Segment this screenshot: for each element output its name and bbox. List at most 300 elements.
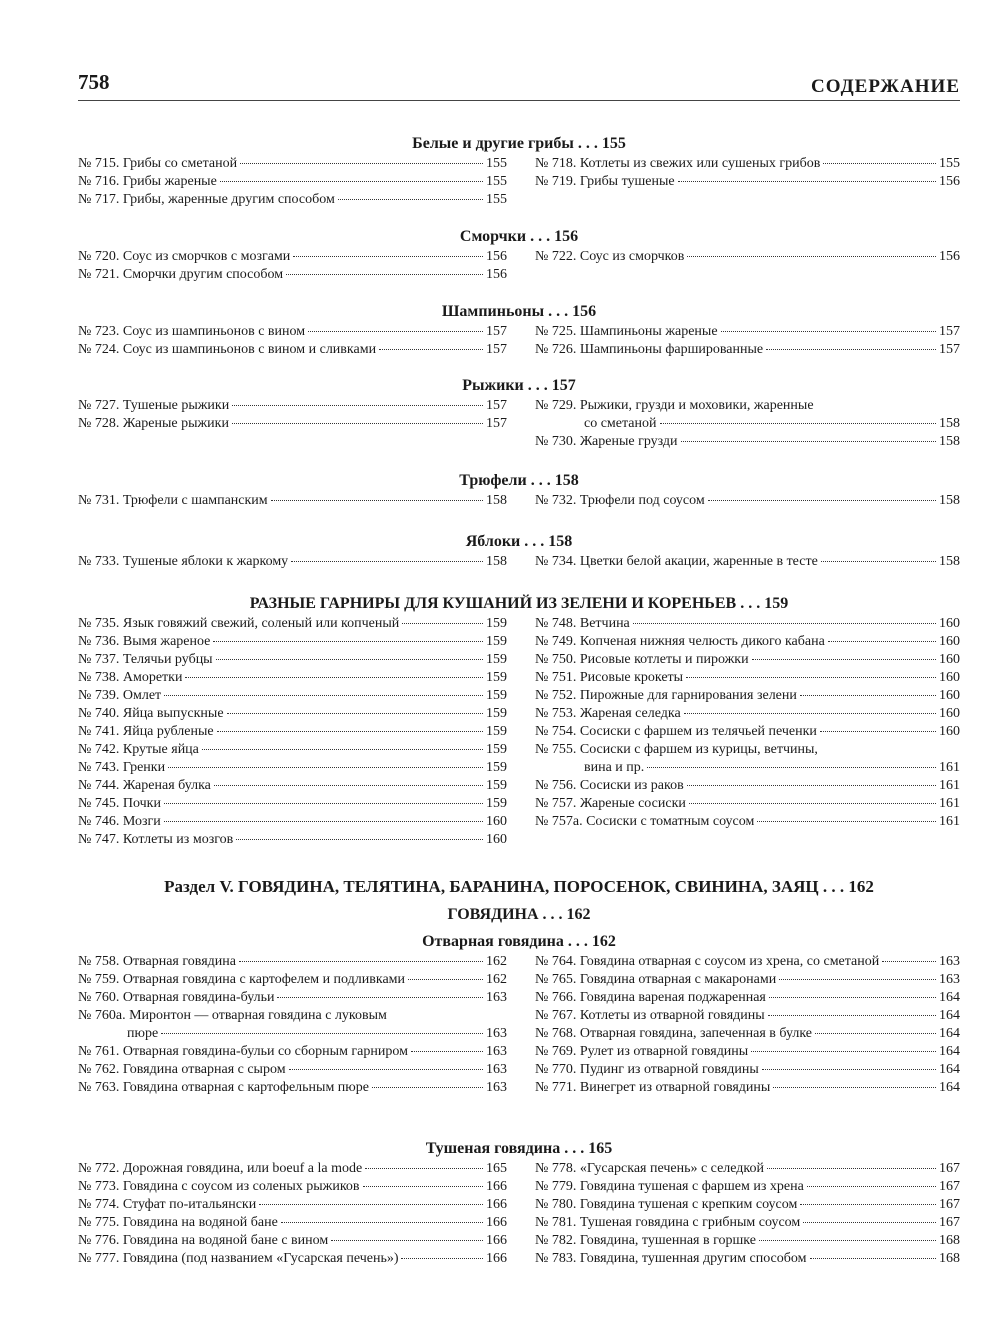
- toc-entry: [535, 553, 960, 571]
- entry-number: № 735.: [78, 616, 123, 631]
- entry-page: 160: [939, 634, 960, 649]
- entry-title: Сосиски с фаршем из телячьей печенки: [579, 724, 817, 739]
- left-column: [78, 553, 507, 571]
- entry-page: 167: [939, 1197, 960, 1212]
- entry-title: Говядина на водяной бане с вином: [122, 1233, 329, 1248]
- toc-entry: [535, 705, 960, 723]
- entry-number: № 764.: [535, 954, 580, 969]
- entry-page: 155: [939, 156, 960, 171]
- toc-entry: [535, 1196, 960, 1214]
- dot-leader: [767, 1168, 936, 1169]
- entry-page: 159: [486, 778, 507, 793]
- entry-number: № 746.: [78, 814, 123, 829]
- entry-number: № 724.: [78, 342, 123, 357]
- entry-page: 156: [939, 249, 960, 264]
- dot-leader: [277, 997, 483, 998]
- entry-page: 161: [939, 778, 960, 793]
- toc-entry: [535, 1232, 960, 1250]
- toc-entry: [535, 1160, 960, 1178]
- entry-page: 157: [939, 324, 960, 339]
- dot-leader: [660, 423, 937, 424]
- toc-entry: [535, 492, 960, 510]
- entry-number: № 777.: [78, 1251, 123, 1266]
- part-heading: Раздел V. ГОВЯДИНА, ТЕЛЯТИНА, БАРАНИНА, ПОРОСЕНОК, СВИНИНА, ЗАЯЦ . . . 162: [164, 877, 874, 896]
- entry-page: 159: [486, 652, 507, 667]
- dot-leader: [708, 500, 936, 501]
- left-column: [78, 155, 507, 209]
- dot-leader: [232, 423, 483, 424]
- entry-title: Тушеные рыжики: [122, 398, 230, 413]
- toc-entry: [78, 723, 507, 741]
- dot-leader: [752, 659, 936, 660]
- entry-title: Почки: [122, 796, 161, 811]
- entry-title: Отварная говядина, запеченная в булке: [579, 1026, 813, 1041]
- subsection-heading: ГОВЯДИНА . . . 162: [447, 906, 591, 923]
- entry-page: 159: [486, 796, 507, 811]
- toc-entry: [78, 705, 507, 723]
- entry-number: № 779.: [535, 1179, 580, 1194]
- entry-number: № 767.: [535, 1008, 580, 1023]
- entry-number: № 723.: [78, 324, 123, 339]
- toc-entry: [535, 615, 960, 633]
- entry-title: Миронтон — отварная говядина с луковым: [129, 1008, 387, 1023]
- entry-title: Жареная булка: [122, 778, 211, 793]
- entry-page: 162: [486, 954, 507, 969]
- section-heading: Отварная говядина . . . 162: [422, 933, 616, 950]
- section-heading: Белые и другие грибы . . . 155: [412, 135, 626, 152]
- entry-number: № 780.: [535, 1197, 580, 1212]
- toc-entry: [78, 1007, 507, 1025]
- entry-title: Жареные рыжики: [122, 416, 229, 431]
- toc-entry: [78, 1196, 507, 1214]
- entry-title: Шампиньоны фаршированные: [579, 342, 764, 357]
- toc-entry: [535, 341, 960, 359]
- toc-section: [78, 134, 960, 207]
- dot-leader: [769, 997, 936, 998]
- entry-number: № 715.: [78, 156, 123, 171]
- entry-number: № 728.: [78, 416, 123, 431]
- entry-title: Говядина (под названием «Гусарская печень»): [122, 1251, 399, 1266]
- dot-leader: [363, 1186, 483, 1187]
- entry-title: Гренки: [122, 760, 166, 775]
- dot-leader: [687, 256, 936, 257]
- dot-leader: [164, 695, 483, 696]
- dot-leader: [236, 839, 483, 840]
- entry-number: № 783.: [535, 1251, 580, 1266]
- entry-title: Говядина, тушенная в горшке: [579, 1233, 756, 1248]
- dot-leader: [379, 349, 483, 350]
- entry-title: Говядина отварная с картофельным пюре: [122, 1080, 369, 1095]
- entry-number: № 765.: [535, 972, 580, 987]
- toc-section: [78, 302, 960, 357]
- entry-title: Мозги: [122, 814, 161, 829]
- dot-leader: [882, 961, 936, 962]
- toc-entry: [78, 1214, 507, 1232]
- entry-number: № 738.: [78, 670, 123, 685]
- entry-page: 165: [486, 1161, 507, 1176]
- right-column: [535, 323, 960, 359]
- entry-title: Тушеная говядина с грибным соусом: [579, 1215, 801, 1230]
- toc-entry: [535, 1025, 960, 1043]
- toc-section: [78, 227, 960, 282]
- entry-page: 163: [486, 990, 507, 1005]
- dot-leader: [227, 713, 483, 714]
- dot-leader: [372, 1087, 483, 1088]
- toc-entry: [535, 777, 960, 795]
- dot-leader: [402, 623, 483, 624]
- toc-entry: [78, 741, 507, 759]
- entry-page: 164: [939, 1044, 960, 1059]
- entry-title: Вымя жареное: [122, 634, 211, 649]
- dot-leader: [823, 163, 936, 164]
- entry-number: № 763.: [78, 1080, 123, 1095]
- left-column: [78, 615, 507, 849]
- entry-page: 164: [939, 1080, 960, 1095]
- entry-title: Стуфат по-итальянски: [122, 1197, 257, 1212]
- toc-entry: [535, 433, 960, 451]
- entry-title: Язык говяжий свежий, соленый или копченый: [122, 616, 400, 631]
- entry-page: 160: [939, 688, 960, 703]
- dot-leader: [800, 695, 936, 696]
- entry-page: 156: [939, 174, 960, 189]
- entry-title: пюре: [127, 1026, 159, 1041]
- entry-page: 157: [486, 324, 507, 339]
- entry-number: № 754.: [535, 724, 580, 739]
- toc-entry: [78, 1250, 507, 1268]
- entry-page: 158: [939, 554, 960, 569]
- entry-page: 161: [939, 760, 960, 775]
- toc-entry: [535, 155, 960, 173]
- entry-title: Говядина, тушенная другим способом: [579, 1251, 807, 1266]
- toc-entry: [535, 741, 960, 759]
- dot-leader: [202, 749, 483, 750]
- entry-number: № 726.: [535, 342, 580, 357]
- entry-title: Сосиски с томатным соусом: [586, 814, 755, 829]
- entry-number: № 720.: [78, 249, 123, 264]
- entry-number: № 731.: [78, 493, 123, 508]
- entry-number: № 719.: [535, 174, 580, 189]
- toc-section: [78, 1139, 960, 1266]
- entry-page: 158: [939, 493, 960, 508]
- dot-leader: [810, 1258, 937, 1259]
- toc-entry: [78, 1043, 507, 1061]
- toc-entry: [78, 191, 507, 209]
- toc-entry: [78, 266, 507, 284]
- right-column: [535, 615, 960, 831]
- dot-leader: [828, 641, 936, 642]
- entry-number: № 778.: [535, 1161, 580, 1176]
- entry-number: № 776.: [78, 1233, 123, 1248]
- toc-entry: [78, 323, 507, 341]
- entry-title: Соус из шампиньонов с вином: [122, 324, 306, 339]
- entry-number: № 725.: [535, 324, 580, 339]
- toc-entry: [78, 1160, 507, 1178]
- entry-number: № 761.: [78, 1044, 123, 1059]
- entry-number: № 749.: [535, 634, 580, 649]
- entry-title: Соус из шампиньонов с вином и сливками: [122, 342, 377, 357]
- entry-title: Говядина с соусом из соленых рыжиков: [122, 1179, 360, 1194]
- entry-title: Копченая нижняя челюсть дикого кабана: [579, 634, 825, 649]
- dot-leader: [401, 1258, 483, 1259]
- left-column: [78, 323, 507, 359]
- entry-page: 157: [939, 342, 960, 357]
- entry-page: 164: [939, 990, 960, 1005]
- toc-entry: [78, 971, 507, 989]
- toc-entry: [78, 615, 507, 633]
- left-column: [78, 492, 507, 510]
- toc-entry: [78, 1025, 507, 1043]
- dot-leader: [216, 659, 483, 660]
- entry-number: № 718.: [535, 156, 580, 171]
- dot-leader: [411, 1051, 483, 1052]
- entry-number: № 762.: [78, 1062, 123, 1077]
- entry-title: вина и пр.: [584, 760, 645, 775]
- dot-leader: [281, 1222, 483, 1223]
- dot-leader: [821, 561, 936, 562]
- dot-leader: [213, 641, 483, 642]
- entry-number: № 737.: [78, 652, 123, 667]
- entry-title: Говядина тушеная с фаршем из хрена: [579, 1179, 804, 1194]
- toc-entry: [78, 341, 507, 359]
- entry-title: Шампиньоны жареные: [579, 324, 718, 339]
- toc-entry: [535, 953, 960, 971]
- entry-number: № 757.: [535, 796, 580, 811]
- entry-page: 160: [939, 706, 960, 721]
- entry-number: № 743.: [78, 760, 123, 775]
- entry-title: Рулет из отварной говядины: [579, 1044, 749, 1059]
- entry-page: 164: [939, 1008, 960, 1023]
- dot-leader: [185, 677, 483, 678]
- entry-title: Сморчки другим способом: [122, 267, 284, 282]
- entry-page: 163: [486, 1026, 507, 1041]
- entry-number: № 736.: [78, 634, 123, 649]
- entry-page: 158: [486, 493, 507, 508]
- toc-entry: [535, 1043, 960, 1061]
- section-heading: Яблоки . . . 158: [465, 533, 573, 550]
- entry-title: Винегрет из отварной говядины: [579, 1080, 771, 1095]
- toc-section: [78, 376, 960, 449]
- entry-page: 166: [486, 1197, 507, 1212]
- dot-leader: [689, 803, 936, 804]
- toc-entry: [78, 759, 507, 777]
- entry-page: 168: [939, 1251, 960, 1266]
- entry-title: Яйца рубленые: [122, 724, 214, 739]
- dot-leader: [408, 979, 483, 980]
- entry-number: № 768.: [535, 1026, 580, 1041]
- entry-title: Соус из сморчков с мозгами: [122, 249, 291, 264]
- dot-leader: [217, 731, 483, 732]
- entry-page: 158: [939, 434, 960, 449]
- dot-leader: [815, 1033, 936, 1034]
- entry-page: 164: [939, 1062, 960, 1077]
- toc-entry: [78, 795, 507, 813]
- entry-page: 159: [486, 742, 507, 757]
- left-column: [78, 248, 507, 284]
- toc-entry: [535, 651, 960, 669]
- entry-number: № 758.: [78, 954, 123, 969]
- toc-section: [78, 932, 960, 1095]
- entry-title: Котлеты из отварной говядины: [579, 1008, 765, 1023]
- toc-entry: [535, 397, 960, 415]
- entry-page: 160: [939, 724, 960, 739]
- dot-leader: [803, 1222, 936, 1223]
- toc-entry: [78, 415, 507, 433]
- entry-title: Пирожные для гарнирования зелени: [579, 688, 797, 703]
- dot-leader: [232, 405, 483, 406]
- entry-page: 156: [486, 249, 507, 264]
- toc-entry: [78, 155, 507, 173]
- dot-leader: [759, 1240, 936, 1241]
- entry-page: 159: [486, 706, 507, 721]
- dot-leader: [762, 1069, 936, 1070]
- entry-title: Говядина вареная поджаренная: [579, 990, 766, 1005]
- right-column: [535, 492, 960, 510]
- entry-number: № 772.: [78, 1161, 123, 1176]
- dot-leader: [773, 1087, 936, 1088]
- entry-page: 166: [486, 1215, 507, 1230]
- dot-leader: [259, 1204, 483, 1205]
- entry-title: Крутые яйца: [122, 742, 199, 757]
- entry-page: 164: [939, 1026, 960, 1041]
- entry-number: № 747.: [78, 832, 123, 847]
- entry-number: № 748.: [535, 616, 580, 631]
- section-heading: Трюфели . . . 158: [459, 472, 579, 489]
- entry-page: 158: [939, 416, 960, 431]
- entry-title: Рисовые котлеты и пирожки: [579, 652, 749, 667]
- entry-title: Грибы тушеные: [579, 174, 675, 189]
- toc-entry: [535, 759, 960, 777]
- dot-leader: [681, 441, 936, 442]
- entry-number: № 782.: [535, 1233, 580, 1248]
- entry-number: № 740.: [78, 706, 123, 721]
- entry-title: Котлеты из свежих или сушеных грибов: [579, 156, 821, 171]
- dot-leader: [289, 1069, 483, 1070]
- entry-number: № 774.: [78, 1197, 123, 1212]
- toc-entry: [535, 1007, 960, 1025]
- toc-entry: [78, 248, 507, 266]
- entry-page: 155: [486, 192, 507, 207]
- entry-number: № 729.: [535, 398, 580, 413]
- toc-entry: [535, 248, 960, 266]
- toc-entry: [78, 1232, 507, 1250]
- toc-entry: [535, 989, 960, 1007]
- dot-leader: [800, 1204, 936, 1205]
- entry-page: 166: [486, 1233, 507, 1248]
- dot-leader: [293, 256, 483, 257]
- entry-title: Отварная говядина с картофелем и подливками: [122, 972, 406, 987]
- entry-page: 160: [486, 832, 507, 847]
- entry-number: № 732.: [535, 493, 580, 508]
- toc-entry: [78, 813, 507, 831]
- toc-entry: [78, 687, 507, 705]
- toc-entry: [78, 1061, 507, 1079]
- dot-leader: [239, 961, 483, 962]
- entry-page: 161: [939, 814, 960, 829]
- right-column: [535, 953, 960, 1097]
- entry-page: 157: [486, 398, 507, 413]
- toc-entry: [535, 415, 960, 433]
- dot-leader: [308, 331, 483, 332]
- dot-leader: [768, 1015, 936, 1016]
- entry-page: 157: [486, 416, 507, 431]
- entry-number: № 773.: [78, 1179, 123, 1194]
- right-column: [535, 553, 960, 571]
- dot-leader: [684, 713, 936, 714]
- entry-title: Говядина отварная с сыром: [122, 1062, 286, 1077]
- dot-leader: [757, 821, 936, 822]
- entry-page: 167: [939, 1179, 960, 1194]
- left-column: [78, 1160, 507, 1268]
- entry-number: № 755.: [535, 742, 580, 757]
- section-heading: Сморчки . . . 156: [459, 228, 579, 245]
- entry-title: Рыжики, грузди и моховики, жаренные: [579, 398, 814, 413]
- right-column: [535, 155, 960, 191]
- page-header: [78, 70, 960, 100]
- entry-title: Отварная говядина: [122, 954, 236, 969]
- entry-title: Сосиски с фаршем из курицы, ветчины,: [579, 742, 818, 757]
- entry-number: № 760а.: [78, 1008, 130, 1023]
- entry-title: Трюфели с шампанским: [122, 493, 268, 508]
- entry-number: № 769.: [535, 1044, 580, 1059]
- entry-page: 158: [486, 554, 507, 569]
- entry-page: 167: [939, 1161, 960, 1176]
- dot-leader: [271, 500, 483, 501]
- toc-section: [78, 594, 960, 847]
- toc-entry: [535, 723, 960, 741]
- entry-title: Цветки белой акации, жаренные в тесте: [579, 554, 818, 569]
- dot-leader: [751, 1051, 936, 1052]
- entry-number: № 716.: [78, 174, 123, 189]
- entry-number: № 775.: [78, 1215, 123, 1230]
- entry-number: № 727.: [78, 398, 123, 413]
- entry-title: Жареные грузди: [579, 434, 678, 449]
- dot-leader: [721, 331, 936, 332]
- toc-section: [78, 532, 960, 569]
- entry-title: Отварная говядина-бульи: [122, 990, 275, 1005]
- entry-number: № 734.: [535, 554, 580, 569]
- running-title: СОДЕРЖАНИЕ: [811, 76, 960, 97]
- entry-number: № 739.: [78, 688, 123, 703]
- entry-page: 155: [486, 174, 507, 189]
- entry-title: Сосиски из раков: [579, 778, 684, 793]
- entry-page: 168: [939, 1233, 960, 1248]
- entry-page: 160: [939, 670, 960, 685]
- entry-page: 160: [939, 652, 960, 667]
- toc-entry: [535, 795, 960, 813]
- entry-number: № 745.: [78, 796, 123, 811]
- toc-entry: [535, 633, 960, 651]
- dot-leader: [779, 979, 936, 980]
- dot-leader: [686, 677, 936, 678]
- left-column: [78, 397, 507, 433]
- header-rule: [78, 100, 960, 101]
- entry-title: Говядина отварная с макаронами: [579, 972, 777, 987]
- toc-entry: [78, 633, 507, 651]
- dot-leader: [820, 731, 936, 732]
- toc-entry: [78, 989, 507, 1007]
- dot-leader: [633, 623, 936, 624]
- dot-leader: [647, 767, 936, 768]
- entry-number: № 744.: [78, 778, 123, 793]
- entry-number: № 752.: [535, 688, 580, 703]
- entry-page: 156: [486, 267, 507, 282]
- entry-title: Дорожная говядина, или boeuf a la mode: [122, 1161, 363, 1176]
- toc-entry: [535, 323, 960, 341]
- left-column: [78, 953, 507, 1097]
- toc-entry: [535, 1061, 960, 1079]
- entry-title: со сметаной: [584, 416, 657, 431]
- right-column: [535, 1160, 960, 1268]
